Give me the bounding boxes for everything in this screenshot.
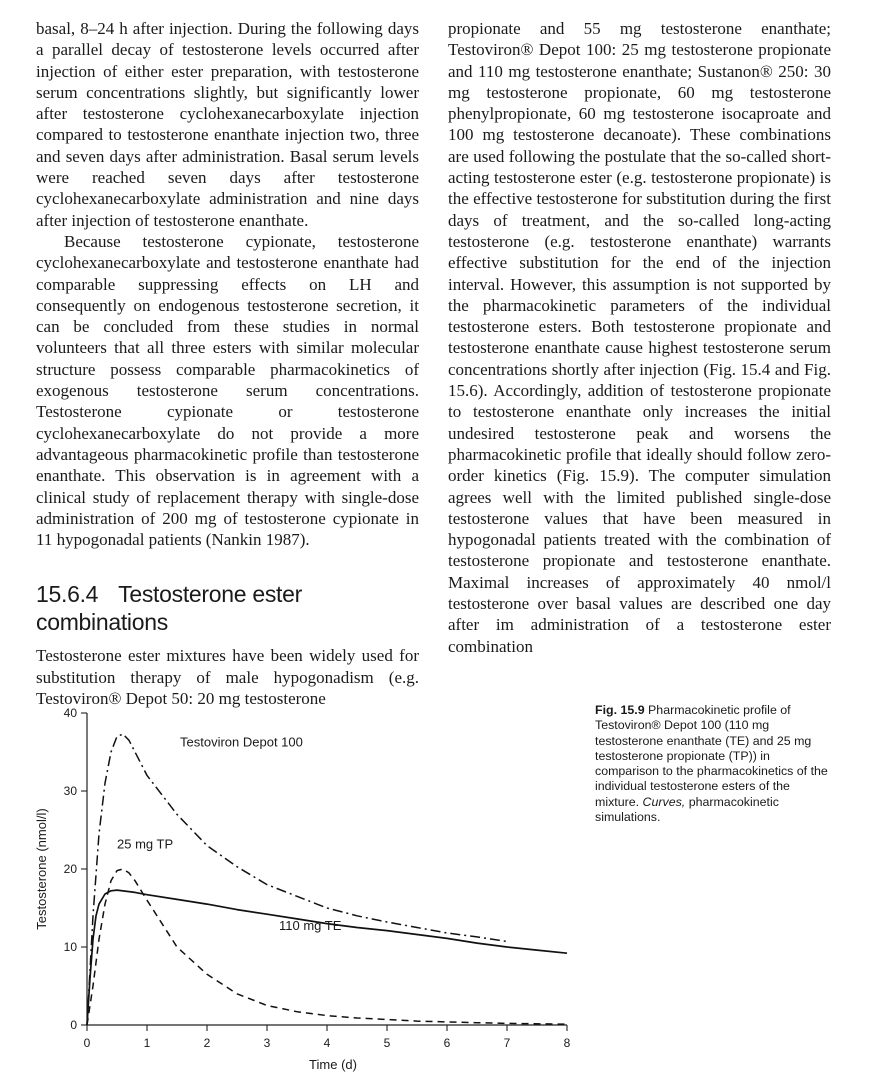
figure-caption-curves-label: Curves, [642,794,686,809]
figure-label: Fig. 15.9 [595,703,645,717]
x-tick-label: 2 [203,1036,211,1050]
left-text-column [36,18,419,709]
y-axis-label: Testosterone (nmol/l) [34,808,49,930]
y-tick-label: 0 [70,1018,77,1032]
y-tick-label: 20 [63,862,77,876]
x-tick-label: 8 [563,1036,571,1050]
chart-annotations [117,735,342,933]
left-paragraph-2: Because testosterone cypionate, testosterone cyclohexanecarboxylate and testosterone enanthate had comparable suppressing effects on LH and consequently on endogenous testosterone secretion, it can be concluded from these studies in normal volunteers that all three esters with similar molecular structure possess comparable pharmacokinetics of exogenous testosterone serum concentrations. Testosterone cypionate or testosterone cyclohexanecarboxylate do not provide a more advantageous pharmacokinetic profile than testosterone enanthate. This observation is in agreement with a clinical study of replacement therapy with single-dose administration of 200 mg of testosterone cypionate in 11 hypogonadal patients (Nankin 1987). [36,231,419,550]
left-paragraph-1: basal, 8–24 h after injection. During the following days a parallel decay of testosterone levels occurred after injection of either ester preparation, with testosterone serum concentrations slightly, but significantly lower after testosterone cyclohexanecarboxylate injection compared to testosterone enanthate injection two, three and seven days after administration. Basal serum levels were reached seven days after testosterone cyclohexanecarboxylate administration and nine days after injection of testosterone enanthate. [36,19,419,230]
y-tick-label: 10 [63,940,77,954]
curve-label: 110 mg TE [279,917,342,933]
x-tick-label: 4 [323,1036,331,1050]
pharmacokinetic-chart [30,700,580,1078]
x-tick-label: 0 [83,1036,91,1050]
x-tick-label: 3 [263,1036,271,1050]
section-number: 15.6.4 [36,581,99,608]
series-line-25-mg-tp [87,869,567,1025]
figure-caption-text: Pharmacokinetic profile of Testoviron® Depot 100 (110 mg testosterone enanthate (TE) and 25 mg testosterone propionate (TP)) in comparison to the pharmacokinetics of the individual testosterone esters of the mixture. [595,703,828,809]
x-tick-label: 7 [503,1036,511,1050]
chart-axes [34,706,571,1072]
x-axis-label: Time (d) [309,1057,357,1072]
series-line-110-mg-te [87,890,567,1025]
figure-caption-curves-text: pharmacokinetic simulations. [595,794,779,825]
x-tick-label: 5 [383,1036,391,1050]
y-tick-label: 30 [63,784,77,798]
curve-label: Testoviron Depot 100 [180,734,303,750]
series-line-testoviron-depot-100 [87,734,507,1025]
right-paragraph-1: propionate and 55 mg testosterone enanthate; Testoviron® Depot 100: 25 mg testosterone propionate and 110 mg testosterone enanthate; Sustanon® 250: 30 mg testosterone propionate, 60 mg testosterone phenylpropionate, 60 mg testosterone isocaproate and 100 mg testosterone decanoate). These combinations are used following the postulate that the so-called short-acting testosterone ester (e.g. testosterone propionate) is the effective testosterone for substitution during the first days of treatment, and the so-called long-acting testosterone (e.g. testosterone enanthate) warrants effective substitution for the end of the injection interval. However, this assumption is not supported by the pharmacokinetic parameters of the individual testosterone esters. Both testosterone propionate and testosterone enanthate cause highest testosterone serum concentrations shortly after injection (Fig. 15.4 and Fig. 15.6). Accordingly, addition of testosterone propionate to testosterone enanthate only increases the initial undesired testosterone peak and worsens the pharmacokinetic profile that ideally should follow zero-order kinetics (Fig. 15.9). The computer simulation agrees well with the limited published single-dose testosterone values that have been measured in hypogonadal patients treated with the combination of testosterone propionate and testosterone enanthate. Maximal increases of approximately 40 nmol/l testosterone over basal values are described one day after im administration of a testosterone ester combination [448,19,831,656]
section-title: Testosterone ester combinations [36,581,302,636]
right-text-column [448,18,831,657]
figure-caption [595,703,835,825]
chart-series [87,734,567,1025]
left-paragraph-3: Testosterone ester mixtures have been widely used for substitution therapy of male hypogonadism (e.g. Testoviron® Depot 50: 20 mg testosterone [36,646,419,709]
curve-label: 25 mg TP [117,836,174,852]
x-tick-label: 1 [143,1036,151,1050]
section-heading [36,580,419,636]
y-tick-label: 40 [63,706,77,720]
x-tick-label: 6 [443,1036,451,1050]
